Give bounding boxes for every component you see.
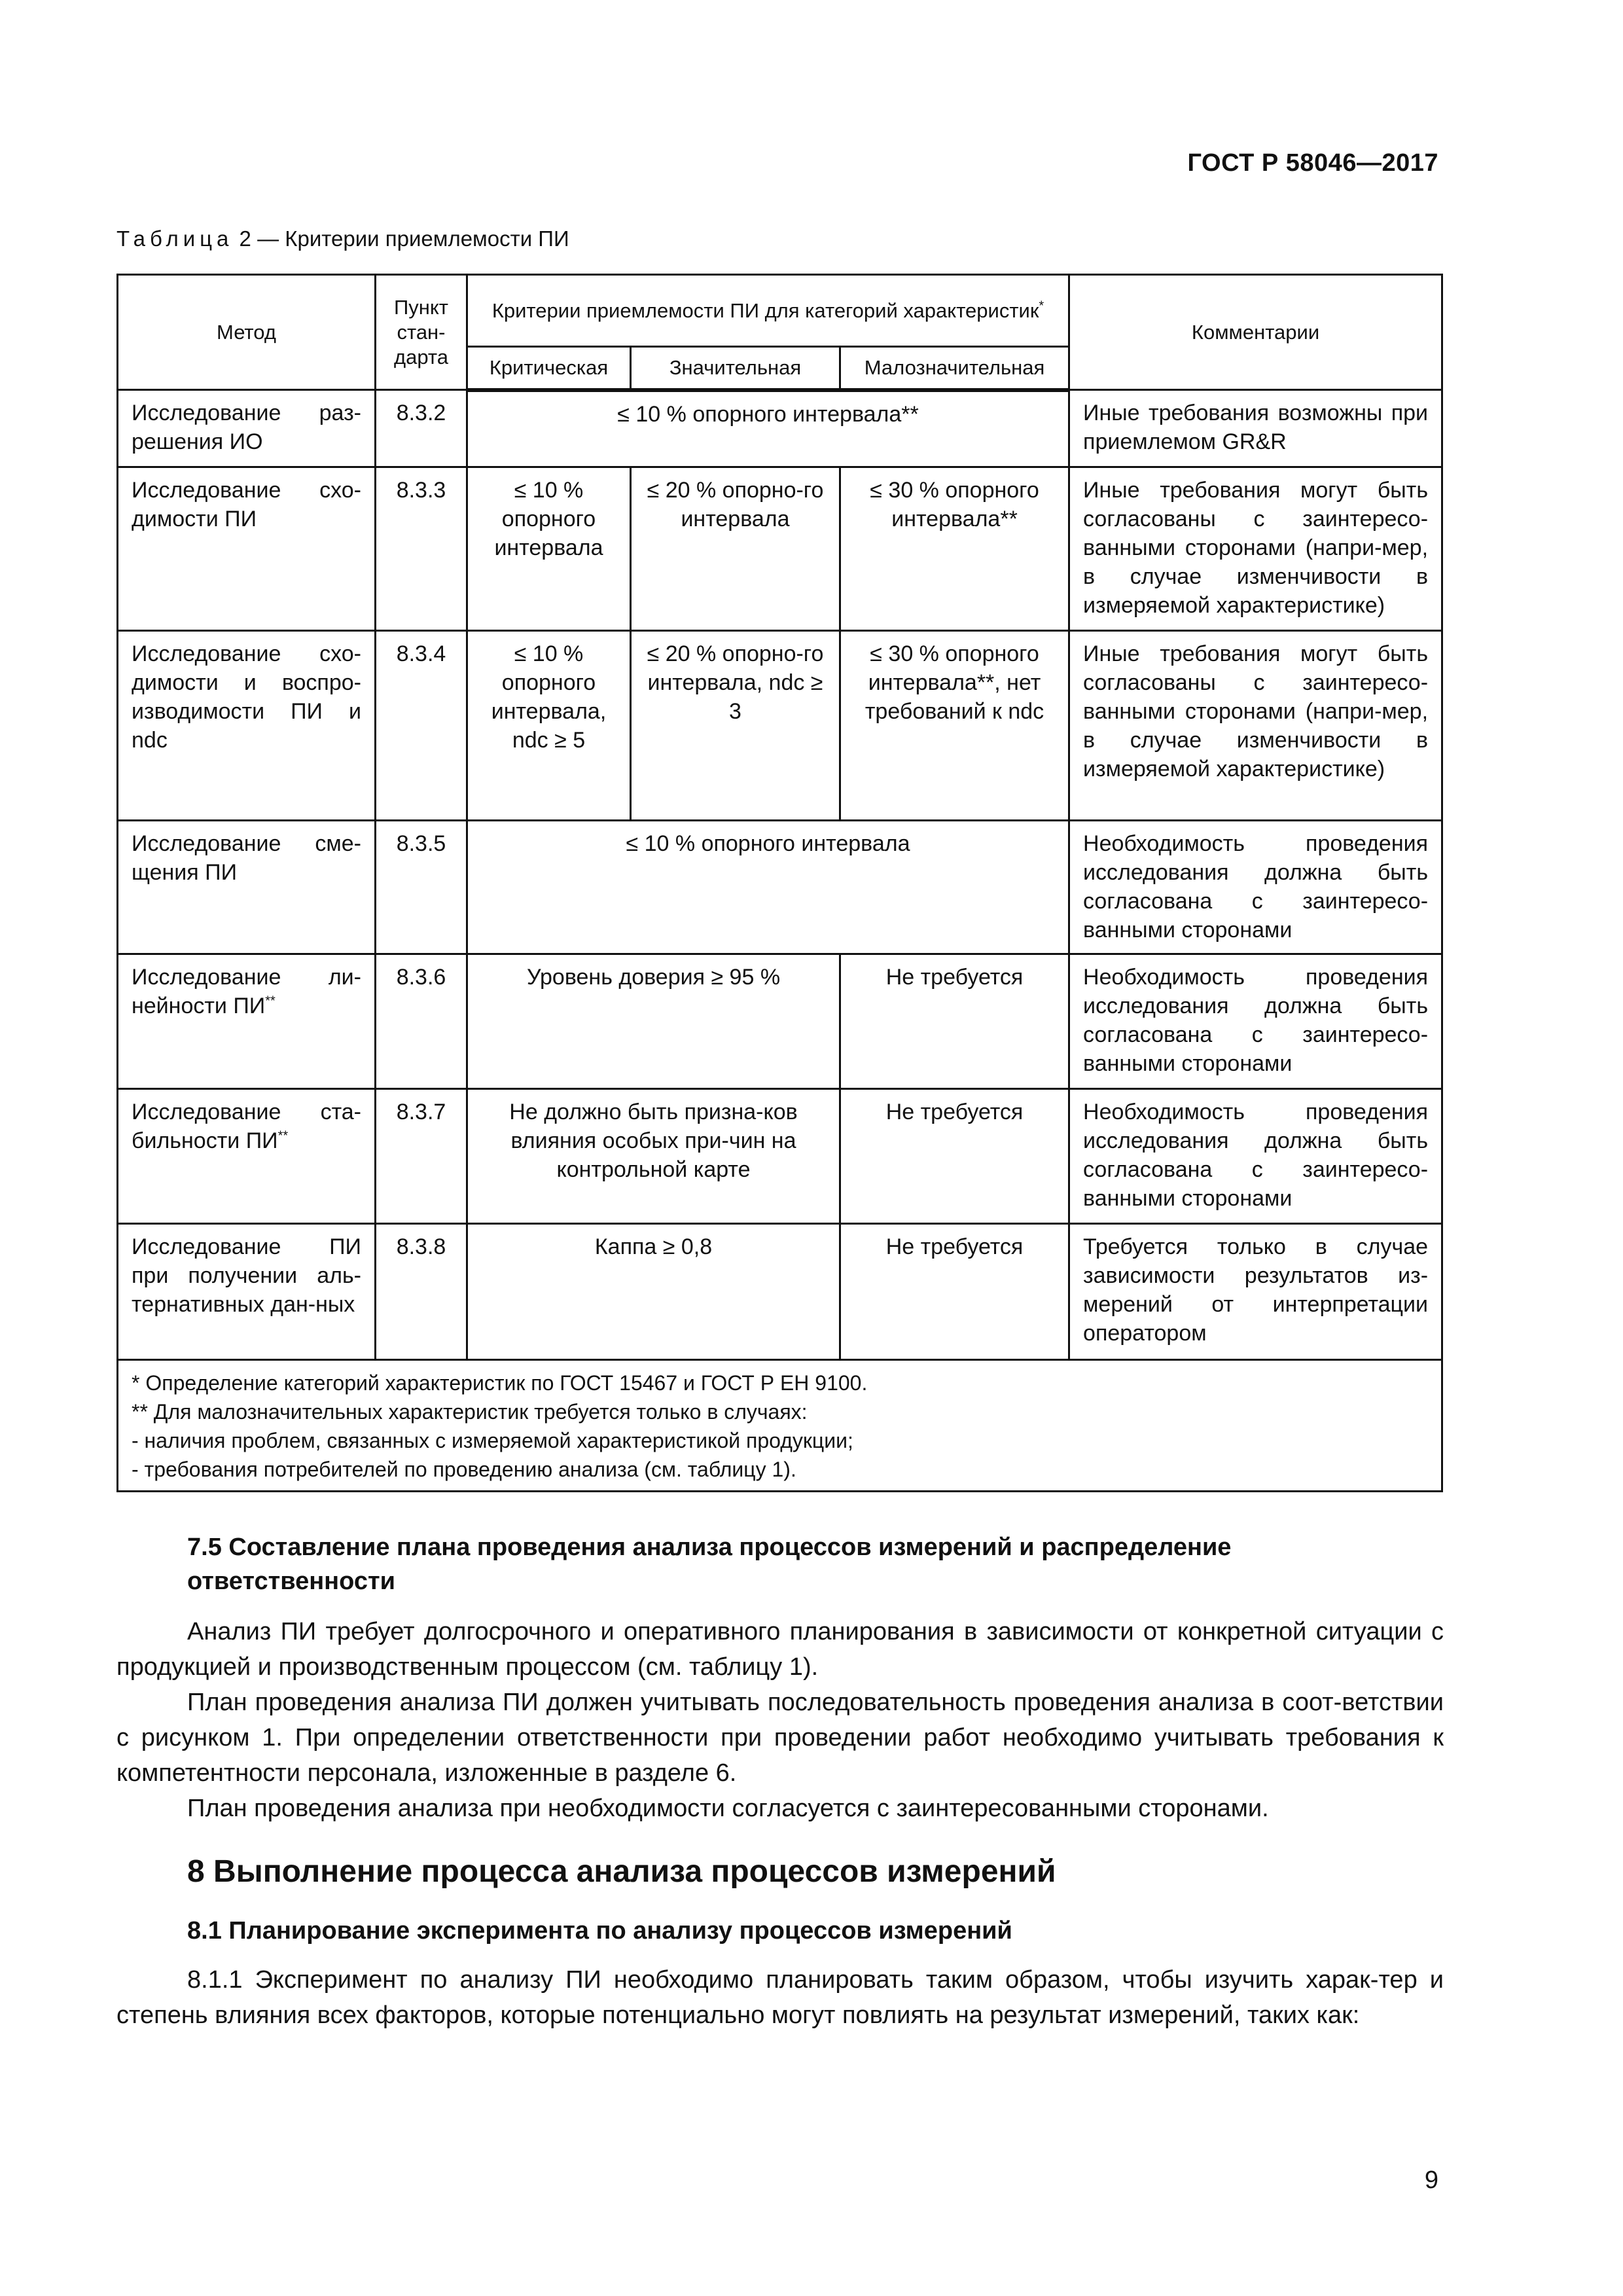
row-comment: Требуется только в случае зависимости результатов из-мерений от интерпретации оператором xyxy=(1069,1224,1442,1360)
table-note: * Определение категорий характеристик по ГОСТ 15467 и ГОСТ Р ЕН 9100. xyxy=(132,1371,868,1395)
row-method-text: Исследование ли-нейности ПИ xyxy=(132,965,361,1018)
table-row xyxy=(118,631,1442,821)
row-critical: ≤ 10 % опорного интервала, ndc ≥ 5 xyxy=(467,631,631,821)
section-8-1-heading: 8.1 Планирование эксперимента по анализу процессов измерений xyxy=(187,1917,1012,1945)
row-criteria-all: ≤ 10 % опорного интервала** xyxy=(467,390,1069,467)
section-7-5-body xyxy=(116,1614,1444,1826)
row-method: Исследование раз-решения ИО xyxy=(118,390,376,467)
table-note: - требования потребителей по проведению анализа (см. таблицу 1). xyxy=(132,1458,796,1481)
table-note: ** Для малозначительных характеристик требуется только в случаях: xyxy=(132,1400,808,1424)
row-method xyxy=(118,954,376,1089)
section-7-5-heading: 7.5 Составление плана проведения анализа процессов измерений и распределение ответственности xyxy=(187,1534,1232,1595)
row-method-mark: ** xyxy=(265,994,276,1009)
table-caption xyxy=(116,226,569,251)
row-minor: ≤ 30 % опорного интервала**, нет требований к ndc xyxy=(840,631,1069,821)
table-row xyxy=(118,467,1442,631)
table-caption-title: 2 — Критерии приемлемости ПИ xyxy=(233,226,569,251)
row-clause: 8.3.6 xyxy=(376,954,467,1089)
row-significant: ≤ 20 % опорно-го интервала, ndc ≥ 3 xyxy=(631,631,840,821)
row-method-mark: ** xyxy=(277,1128,289,1143)
row-comment: Иные требования могут быть согласованы с заинтересо-ванными сторонами (напри-мер, в случае изменчивости в измеряемой характеристике) xyxy=(1069,467,1442,631)
row-clause: 8.3.7 xyxy=(376,1089,467,1224)
row-critical: ≤ 10 % опорного интервала xyxy=(467,467,631,631)
row-method: Исследование схо-димости и воспро-изводимости ПИ и ndc xyxy=(118,631,376,821)
table-row xyxy=(118,821,1442,954)
section-8-1-body xyxy=(116,1962,1444,2033)
row-method: Исследование схо-димости ПИ xyxy=(118,467,376,631)
header-method: Метод xyxy=(118,275,376,390)
paragraph: План проведения анализа ПИ должен учитывать последовательность проведения анализа в соот-ветствии с рисунком 1. При определении ответственности при проведении работ необходимо учитывать требования к компетентности персонала, изложенные в разделе 6. xyxy=(116,1689,1444,1787)
header-criteria xyxy=(467,275,1069,347)
header-criteria-mark: * xyxy=(1039,298,1044,314)
table-row xyxy=(118,954,1442,1089)
row-method: Исследование сме-щения ПИ xyxy=(118,821,376,954)
row-clause: 8.3.8 xyxy=(376,1224,467,1360)
header-significant: Значительная xyxy=(631,347,840,390)
header-minor: Малозначительная xyxy=(840,347,1069,390)
header-criteria-text: Критерии приемлемости ПИ для категорий характеристик xyxy=(491,298,1039,322)
row-minor: Не требуется xyxy=(840,954,1069,1089)
section-8-heading: 8 Выполнение процесса анализа процессов измерений xyxy=(187,1854,1056,1889)
table-row xyxy=(118,1089,1442,1224)
table-row xyxy=(118,390,1442,467)
table-note: - наличия проблем, связанных с измеряемой характеристикой продукции; xyxy=(132,1429,853,1452)
page-number: 9 xyxy=(1424,2166,1438,2194)
paragraph: План проведения анализа при необходимости согласуется с заинтересованными сторонами. xyxy=(187,1795,1269,1822)
row-comment: Необходимость проведения исследования должна быть согласована с заинтересо-ванными сторонами xyxy=(1069,954,1442,1089)
row-comment: Необходимость проведения исследования должна быть согласована с заинтересо-ванными сторонами xyxy=(1069,1089,1442,1224)
row-comment: Иные требования могут быть согласованы с заинтересо-ванными сторонами (напри-мер, в случае изменчивости в измеряемой характеристике) xyxy=(1069,631,1442,821)
header-critical: Критическая xyxy=(467,347,631,390)
table-caption-prefix: Таблица xyxy=(116,226,234,251)
row-minor: ≤ 30 % опорного интервала** xyxy=(840,467,1069,631)
row-clause: 8.3.3 xyxy=(376,467,467,631)
paragraph: Анализ ПИ требует долгосрочного и оперативного планирования в зависимости от конкретной ситуации с продукцией и производственным процессом (см. таблицу 1). xyxy=(116,1618,1444,1681)
row-minor: Не требуется xyxy=(840,1224,1069,1360)
row-comment: Необходимость проведения исследования должна быть согласована с заинтересо-ванными сторонами xyxy=(1069,821,1442,954)
row-critical-significant: Не должно быть призна-ков влияния особых при-чин на контрольной карте xyxy=(467,1089,840,1224)
row-significant: ≤ 20 % опорно-го интервала xyxy=(631,467,840,631)
row-clause: 8.3.4 xyxy=(376,631,467,821)
header-comments: Комментарии xyxy=(1069,275,1442,390)
table-notes-row xyxy=(118,1360,1442,1492)
row-clause: 8.3.2 xyxy=(376,390,467,467)
row-critical-significant: Уровень доверия ≥ 95 % xyxy=(467,954,840,1089)
header-clause: Пункт стан-дарта xyxy=(376,275,467,390)
table-row xyxy=(118,1224,1442,1360)
paragraph: 8.1.1 Эксперимент по анализу ПИ необходимо планировать таким образом, чтобы изучить харак-тер и степень влияния всех факторов, которые потенциально могут повлиять на результат измерений, таких как: xyxy=(116,1966,1444,2029)
row-criteria-all: ≤ 10 % опорного интервала xyxy=(467,821,1069,954)
row-critical-significant: Каппа ≥ 0,8 xyxy=(467,1224,840,1360)
criteria-table xyxy=(116,274,1443,1492)
standard-number: ГОСТ Р 58046—2017 xyxy=(1187,149,1438,177)
row-clause: 8.3.5 xyxy=(376,821,467,954)
row-comment: Иные требования возможны при приемлемом GR&R xyxy=(1069,390,1442,467)
row-method: Исследование ПИ при получении аль-тернативных дан-ных xyxy=(118,1224,376,1360)
row-method-text: Исследование ста-бильности ПИ xyxy=(132,1100,361,1153)
table-notes xyxy=(118,1360,1442,1492)
row-method xyxy=(118,1089,376,1224)
row-minor: Не требуется xyxy=(840,1089,1069,1224)
